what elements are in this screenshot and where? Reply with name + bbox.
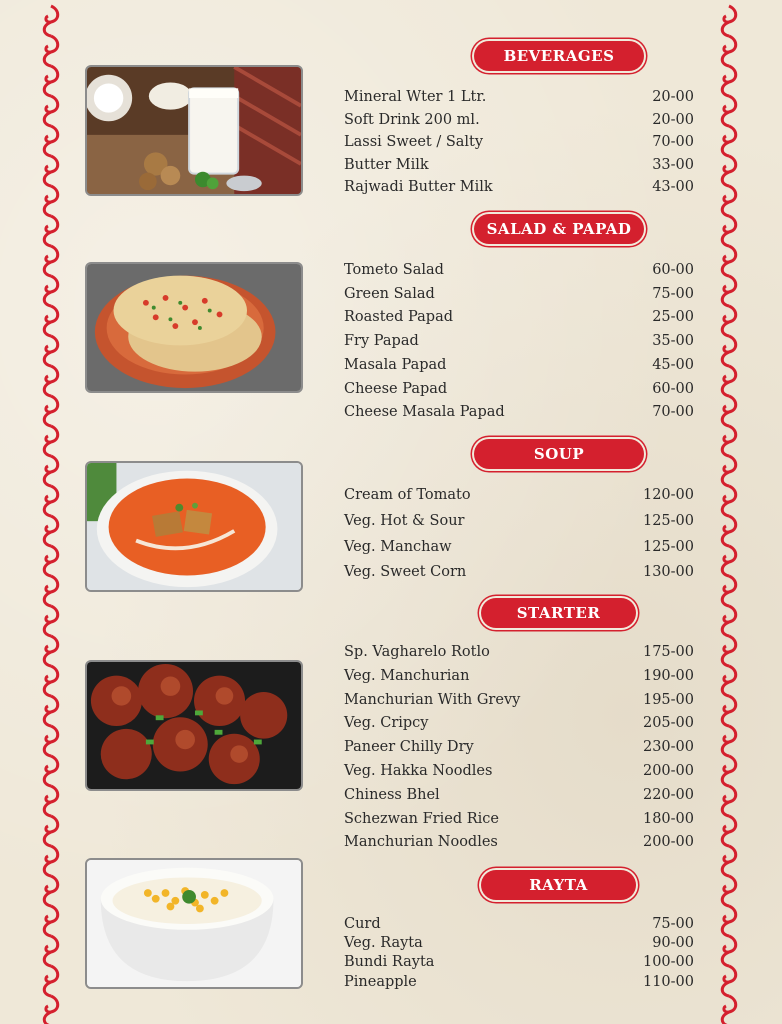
menu-item-price: 125-00: [642, 538, 694, 555]
menu-item-price: 190-00: [642, 667, 694, 684]
menu-item: [344, 511, 694, 531]
menu-item-name: Veg. Manchaw: [344, 538, 452, 555]
menu-item-price: 175-00: [642, 644, 694, 660]
corn-rayta-image: [85, 858, 303, 989]
menu-item-name: Fry Papad: [344, 333, 419, 350]
menu-item: [344, 132, 694, 152]
menu-item-price: 35-00: [652, 333, 694, 350]
menu-item-price: 33-00: [652, 156, 694, 173]
menu-item-name: Veg. Hot & Sour: [344, 512, 465, 529]
menu-item-name: Sp. Vagharelo Rotlo: [344, 644, 490, 660]
menu-item: [344, 690, 694, 710]
menu-item-price: 60-00: [652, 262, 694, 278]
manchurian-image: [85, 660, 303, 791]
menu-item: [344, 402, 694, 422]
menu-item: [344, 914, 694, 934]
menu-item: [344, 355, 694, 375]
menu-item: [344, 761, 694, 781]
menu-item-price: 205-00: [642, 715, 694, 732]
menu-item: [344, 260, 694, 280]
menu-item: [344, 809, 694, 829]
menu-item-name: Butter Milk: [344, 156, 429, 173]
left-paisley-border: [40, 0, 62, 1024]
menu-item: [344, 485, 694, 505]
section-header-soup: SOUP: [474, 439, 644, 469]
menu-item-name: Veg. Rayta: [344, 935, 423, 952]
menu-item-price: 60-00: [652, 380, 694, 397]
menu-item: [344, 642, 694, 662]
menu-item-name: Manchurian Noodles: [344, 834, 498, 851]
menu-item-price: 75-00: [652, 916, 694, 932]
menu-item-name: Veg. Hakka Noodles: [344, 763, 493, 779]
menu-item: [344, 155, 694, 175]
menu-item-price: 20-00: [652, 89, 694, 105]
menu-item-name: Curd: [344, 916, 381, 932]
menu-item-name: Mineral Wter 1 Ltr.: [344, 89, 487, 105]
menu-item-name: Chiness Bhel: [344, 786, 440, 803]
menu-item-price: 70-00: [652, 404, 694, 421]
menu-item-price: 200-00: [642, 834, 694, 851]
menu-item-name: Lassi Sweet / Salty: [344, 134, 484, 151]
menu-item-price: 20-00: [652, 111, 694, 128]
menu-item-price: 75-00: [652, 285, 694, 302]
menu-item-price: 100-00: [642, 954, 694, 971]
menu-item: [344, 379, 694, 399]
menu-item-name: Soft Drink 200 ml.: [344, 111, 480, 128]
menu-item-name: Green Salad: [344, 285, 435, 302]
menu-item: [344, 785, 694, 805]
menu-item-name: Schezwan Fried Rice: [344, 810, 499, 827]
menu-item-price: 43-00: [652, 179, 694, 196]
menu-item: [344, 307, 694, 327]
menu-item-price: 120-00: [642, 487, 694, 503]
menu-item: [344, 177, 694, 197]
menu-item-price: 110-00: [642, 973, 694, 990]
menu-item: [344, 832, 694, 852]
tomato-soup-image: [85, 461, 303, 592]
menu-item-name: Pineapple: [344, 973, 417, 990]
menu-item-price: 130-00: [642, 564, 694, 581]
section-header-salad-papad: SALAD & PAPAD: [474, 214, 644, 244]
menu-item: [344, 284, 694, 304]
menu-item-name: Veg. Cripcy: [344, 715, 429, 732]
section-header-rayta: RAYTA: [481, 870, 636, 900]
menu-item-name: Veg. Manchurian: [344, 667, 470, 684]
menu-item-name: Paneer Chilly Dry: [344, 739, 474, 756]
menu-item-name: Tometo Salad: [344, 262, 444, 278]
menu-item: [344, 737, 694, 757]
menu-item-price: 195-00: [642, 691, 694, 708]
menu-item-name: Rajwadi Butter Milk: [344, 179, 493, 196]
menu-item-name: Cheese Papad: [344, 380, 448, 397]
menu-item-price: 220-00: [642, 786, 694, 803]
menu-item: [344, 952, 694, 972]
menu-item: [344, 331, 694, 351]
menu-item: [344, 933, 694, 953]
menu-item-name: Masala Papad: [344, 356, 447, 373]
menu-item-price: 45-00: [652, 356, 694, 373]
menu-item-price: 70-00: [652, 134, 694, 151]
menu-item: [344, 537, 694, 557]
lassi-glass-image: [85, 65, 303, 196]
menu-item-price: 180-00: [642, 810, 694, 827]
menu-item-name: Manchurian With Grevy: [344, 691, 521, 708]
menu-item-price: 125-00: [642, 512, 694, 529]
menu-item: [344, 562, 694, 582]
menu-item: [344, 666, 694, 686]
menu-item-name: Bundi Rayta: [344, 954, 435, 971]
menu-item-price: 200-00: [642, 763, 694, 779]
menu-item-name: Roasted Papad: [344, 309, 453, 326]
menu-item-name: Cheese Masala Papad: [344, 404, 505, 421]
menu-item-price: 90-00: [652, 935, 694, 952]
menu-item-price: 230-00: [642, 739, 694, 756]
masala-papad-image: [85, 262, 303, 393]
section-header-beverages: BEVERAGES: [474, 41, 644, 71]
menu-item-price: 25-00: [652, 309, 694, 326]
menu-item: [344, 713, 694, 733]
right-paisley-border: [718, 0, 740, 1024]
menu-item: [344, 87, 694, 107]
menu-item-name: Cream of Tomato: [344, 487, 471, 503]
menu-item: [344, 972, 694, 992]
section-header-starter: STARTER: [481, 598, 636, 628]
menu-item: [344, 110, 694, 130]
menu-item-name: Veg. Sweet Corn: [344, 564, 467, 581]
